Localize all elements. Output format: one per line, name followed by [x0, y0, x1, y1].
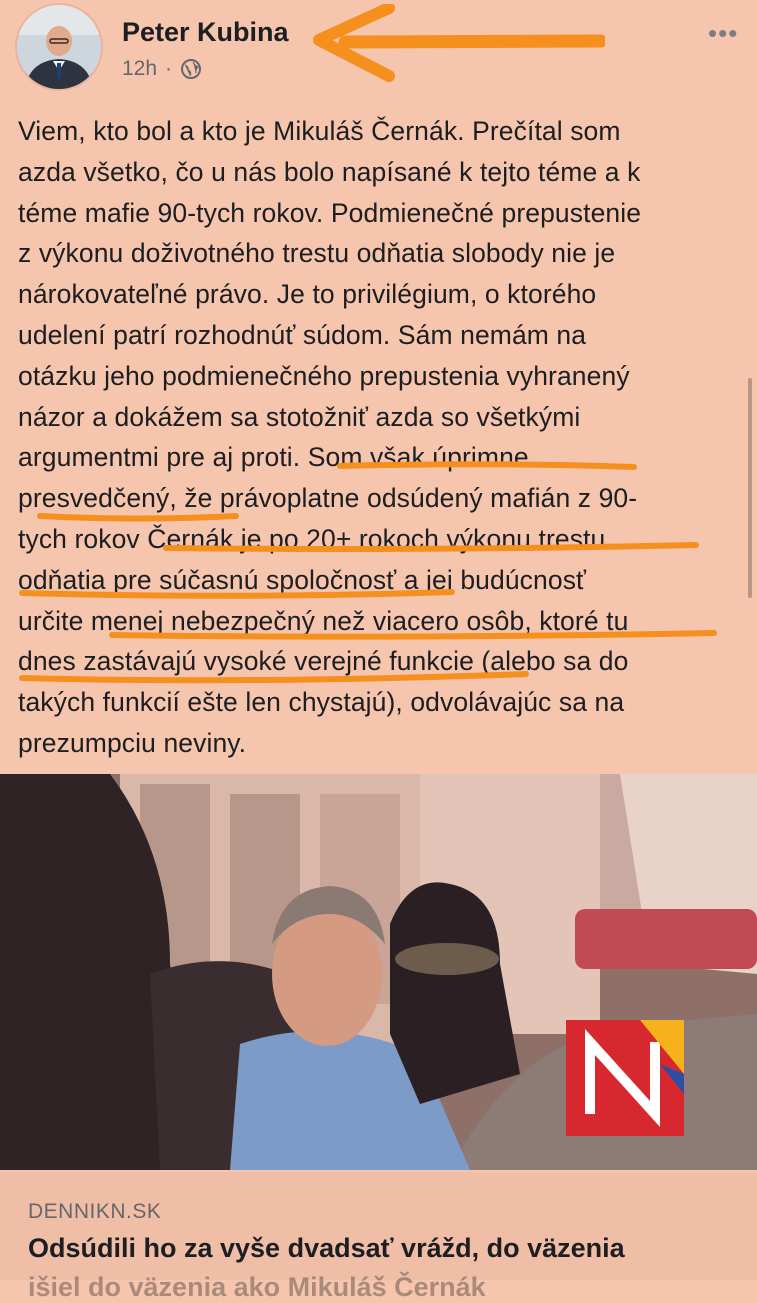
post-time[interactable]: 12h: [122, 57, 158, 80]
post-line: určite menej nebezpečný než viacero osôb, ktoré tu: [18, 605, 629, 636]
post-line: prezumpciu neviny.: [18, 727, 247, 758]
author-name[interactable]: Peter Kubina: [122, 17, 289, 47]
article-image: [0, 774, 757, 1170]
link-headline-cut: išiel do väzenia ako Mikuláš Černák: [28, 1272, 486, 1302]
post-line: Viem, kto bol a kto je Mikuláš Černák. Prečítal som: [18, 116, 621, 146]
scrollbar[interactable]: [748, 378, 752, 598]
meta-separator: ·: [165, 57, 173, 80]
post-text: [18, 111, 743, 764]
avatar[interactable]: [15, 3, 103, 91]
post-line: azda všetko, čo u nás bolo napísané k tejto téme a k: [18, 156, 641, 187]
post-line: takých funkcií ešte len chystajú), odvolávajúc sa na: [18, 687, 625, 718]
post-line: názor a dokážem sa stotožniť azda so všetkými: [18, 401, 581, 432]
annotation-arrow: [305, 4, 605, 84]
post-line: otázku jeho podmienečného prepustenia vyhranený: [18, 360, 630, 391]
post-line: nárokovateľné právo. Je to privilégium, o ktorého: [18, 279, 597, 310]
more-options-icon[interactable]: •••: [708, 18, 739, 48]
globe-icon: [180, 58, 202, 80]
post-line: z výkonu doživotného trestu odňatia slobody nie je: [18, 238, 616, 269]
post-header: [0, 0, 757, 100]
post-line: argumentmi pre aj proti. Som však úprimne: [18, 442, 529, 473]
post-line: téme mafie 90-tych rokov. Podmienečné prepustenie: [18, 197, 642, 228]
post-line: odňatia pre súčasnú spoločnosť a jej budúcnosť: [18, 564, 587, 595]
post-line: presvedčený, že právoplatne odsúdený mafián z 90-: [18, 483, 638, 514]
post-meta: [122, 57, 202, 81]
link-domain: DENNIKN.SK: [28, 1200, 162, 1223]
article-photo[interactable]: [0, 774, 757, 1170]
post-line: dnes zastávajú vysoké verejné funkcie (alebo sa do: [18, 646, 629, 677]
link-headline[interactable]: Odsúdili ho za vyše dvadsať vrážd, do väzenia: [28, 1233, 625, 1263]
avatar-portrait: [17, 5, 101, 89]
post-line: udelení patrí rozhodnúť súdom. Sám nemám na: [18, 319, 587, 350]
post-line: tych rokov Černák je po 20+ rokoch výkonu trestu: [18, 523, 606, 554]
